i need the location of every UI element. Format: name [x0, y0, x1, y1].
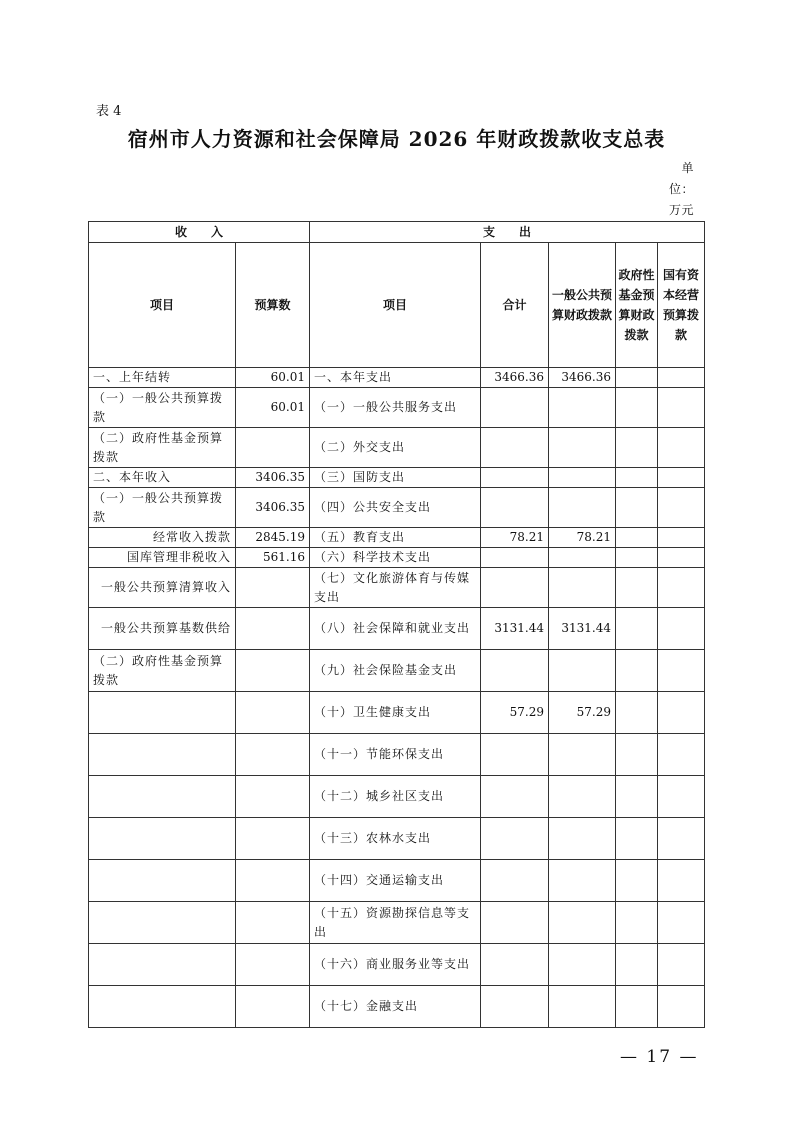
- general-budget-cell: [549, 944, 616, 986]
- total-cell: [481, 468, 549, 488]
- income-item-cell: （一）一般公共预算拨款: [89, 488, 236, 528]
- income-value-cell: [236, 650, 310, 692]
- fund-budget-cell: [616, 608, 658, 650]
- total-cell: [481, 548, 549, 568]
- capital-budget-cell: [658, 986, 705, 1028]
- table-row: [89, 388, 705, 428]
- fund-budget-cell: [616, 902, 658, 944]
- general-budget-cell: [549, 488, 616, 528]
- capital-budget-cell: [658, 650, 705, 692]
- general-budget-cell: 3466.36: [549, 368, 616, 388]
- expense-item-cell: （六）科学技术支出: [310, 548, 481, 568]
- income-value-cell: 3406.35: [236, 488, 310, 528]
- fund-budget-cell: [616, 734, 658, 776]
- fund-budget-cell: [616, 650, 658, 692]
- general-budget-cell: [549, 388, 616, 428]
- expense-item-cell: （七）文化旅游体育与传媒支出: [310, 568, 481, 608]
- table-row: [89, 902, 705, 944]
- total-cell: 3466.36: [481, 368, 549, 388]
- general-budget-cell: 78.21: [549, 528, 616, 548]
- capital-budget-cell: [658, 488, 705, 528]
- expense-item-cell: （九）社会保险基金支出: [310, 650, 481, 692]
- table-row: [89, 860, 705, 902]
- general-budget-cell: [549, 986, 616, 1028]
- income-value-cell: [236, 734, 310, 776]
- table-row: [89, 568, 705, 608]
- capital-budget-cell: [658, 734, 705, 776]
- expense-item-cell: （十）卫生健康支出: [310, 692, 481, 734]
- income-item-cell: [89, 692, 236, 734]
- general-budget-cell: [549, 776, 616, 818]
- table-row: [89, 734, 705, 776]
- total-cell: [481, 902, 549, 944]
- unit-label: 单位：万元: [668, 161, 694, 217]
- total-cell: [481, 818, 549, 860]
- income-value-cell: [236, 944, 310, 986]
- capital-budget-cell: [658, 776, 705, 818]
- table-row: [89, 608, 705, 650]
- total-cell: [481, 428, 549, 468]
- general-budget-cell: [549, 734, 616, 776]
- income-item-cell: 一般公共预算基数供给: [89, 608, 236, 650]
- fund-budget-cell: [616, 818, 658, 860]
- capital-budget-cell: [658, 692, 705, 734]
- income-value-cell: [236, 692, 310, 734]
- income-item-cell: [89, 944, 236, 986]
- budget-summary-table: [88, 221, 705, 1028]
- capital-budget-cell: [658, 860, 705, 902]
- table-row: [89, 692, 705, 734]
- income-item-cell: [89, 860, 236, 902]
- income-value-cell: [236, 428, 310, 468]
- col-header-general-budget: 一般公共预算财政拨款: [549, 243, 616, 368]
- total-cell: 3131.44: [481, 608, 549, 650]
- col-header-income-budget: 预算数: [236, 243, 310, 368]
- general-budget-cell: [549, 568, 616, 608]
- capital-budget-cell: [658, 608, 705, 650]
- income-item-cell: 国库管理非税收入: [89, 548, 236, 568]
- general-budget-cell: 57.29: [549, 692, 616, 734]
- total-cell: [481, 568, 549, 608]
- income-item-cell: [89, 986, 236, 1028]
- fund-budget-cell: [616, 388, 658, 428]
- expense-item-cell: （二）外交支出: [310, 428, 481, 468]
- table-row: [89, 428, 705, 468]
- total-cell: [481, 388, 549, 428]
- expense-item-cell: （十六）商业服务业等支出: [310, 944, 481, 986]
- income-value-cell: [236, 986, 310, 1028]
- fund-budget-cell: [616, 548, 658, 568]
- general-budget-cell: 3131.44: [549, 608, 616, 650]
- general-budget-cell: [549, 548, 616, 568]
- fund-budget-cell: [616, 468, 658, 488]
- capital-budget-cell: [658, 944, 705, 986]
- income-value-cell: [236, 860, 310, 902]
- total-cell: [481, 650, 549, 692]
- expense-item-cell: （十一）节能环保支出: [310, 734, 481, 776]
- general-budget-cell: [549, 468, 616, 488]
- expense-item-cell: （八）社会保障和就业支出: [310, 608, 481, 650]
- fund-budget-cell: [616, 776, 658, 818]
- fund-budget-cell: [616, 368, 658, 388]
- expense-item-cell: 一、本年支出: [310, 368, 481, 388]
- page-title: 宿州市人力资源和社会保障局 2026 年财政拨款收支总表: [127, 127, 666, 151]
- table-row: [89, 986, 705, 1028]
- income-value-cell: [236, 568, 310, 608]
- fund-budget-cell: [616, 488, 658, 528]
- expense-item-cell: （五）教育支出: [310, 528, 481, 548]
- general-budget-cell: [549, 902, 616, 944]
- total-cell: [481, 488, 549, 528]
- capital-budget-cell: [658, 548, 705, 568]
- expense-item-cell: （十二）城乡社区支出: [310, 776, 481, 818]
- income-value-cell: 2845.19: [236, 528, 310, 548]
- table-row: [89, 468, 705, 488]
- total-cell: [481, 734, 549, 776]
- income-item-cell: [89, 818, 236, 860]
- expense-item-cell: （十五）资源勘探信息等支出: [310, 902, 481, 944]
- income-item-cell: （二）政府性基金预算拨款: [89, 650, 236, 692]
- general-budget-cell: [549, 650, 616, 692]
- total-cell: [481, 860, 549, 902]
- fund-budget-cell: [616, 986, 658, 1028]
- fund-budget-cell: [616, 944, 658, 986]
- expense-item-cell: （三）国防支出: [310, 468, 481, 488]
- capital-budget-cell: [658, 528, 705, 548]
- income-value-cell: 561.16: [236, 548, 310, 568]
- income-item-cell: [89, 902, 236, 944]
- total-cell: 57.29: [481, 692, 549, 734]
- income-value-cell: [236, 902, 310, 944]
- general-budget-cell: [549, 428, 616, 468]
- capital-budget-cell: [658, 388, 705, 428]
- income-item-cell: 经常收入拨款: [89, 528, 236, 548]
- table-row: [89, 944, 705, 986]
- table-number-label: 表 4: [96, 104, 122, 119]
- expense-item-cell: （四）公共安全支出: [310, 488, 481, 528]
- total-cell: [481, 986, 549, 1028]
- fund-budget-cell: [616, 528, 658, 548]
- income-item-cell: （一）一般公共预算拨款: [89, 388, 236, 428]
- income-value-cell: 60.01: [236, 368, 310, 388]
- fund-budget-cell: [616, 428, 658, 468]
- income-item-cell: 一般公共预算清算收入: [89, 568, 236, 608]
- income-value-cell: 60.01: [236, 388, 310, 428]
- total-cell: [481, 944, 549, 986]
- expense-section-header: 支 出: [310, 222, 705, 243]
- capital-budget-cell: [658, 428, 705, 468]
- expense-item-cell: （十四）交通运输支出: [310, 860, 481, 902]
- expense-item-cell: （十七）金融支出: [310, 986, 481, 1028]
- table-row: [89, 650, 705, 692]
- fund-budget-cell: [616, 692, 658, 734]
- page-number: — 17 —: [620, 1047, 699, 1067]
- capital-budget-cell: [658, 368, 705, 388]
- income-value-cell: [236, 776, 310, 818]
- capital-budget-cell: [658, 902, 705, 944]
- col-header-fund-budget: 政府性基金预算财政拨款: [616, 243, 658, 368]
- expense-item-cell: （十三）农林水支出: [310, 818, 481, 860]
- table-row: [89, 818, 705, 860]
- income-item-cell: [89, 734, 236, 776]
- income-value-cell: 3406.35: [236, 468, 310, 488]
- capital-budget-cell: [658, 468, 705, 488]
- income-value-cell: [236, 818, 310, 860]
- income-item-cell: 一、上年结转: [89, 368, 236, 388]
- income-section-header: 收 入: [89, 222, 310, 243]
- table-row: [89, 776, 705, 818]
- table-row: [89, 488, 705, 528]
- table-row: [89, 368, 705, 388]
- income-item-cell: [89, 776, 236, 818]
- expense-item-cell: （一）一般公共服务支出: [310, 388, 481, 428]
- col-header-capital-budget: 国有资本经营预算拨款: [658, 243, 705, 368]
- total-cell: [481, 776, 549, 818]
- general-budget-cell: [549, 860, 616, 902]
- table-row: [89, 548, 705, 568]
- income-value-cell: [236, 608, 310, 650]
- col-header-expense-item: 项目: [310, 243, 481, 368]
- income-item-cell: （二）政府性基金预算拨款: [89, 428, 236, 468]
- table-row: [89, 528, 705, 548]
- total-cell: 78.21: [481, 528, 549, 548]
- col-header-total: 合计: [481, 243, 549, 368]
- fund-budget-cell: [616, 860, 658, 902]
- capital-budget-cell: [658, 568, 705, 608]
- col-header-income-item: 项目: [89, 243, 236, 368]
- income-item-cell: 二、本年收入: [89, 468, 236, 488]
- general-budget-cell: [549, 818, 616, 860]
- capital-budget-cell: [658, 818, 705, 860]
- fund-budget-cell: [616, 568, 658, 608]
